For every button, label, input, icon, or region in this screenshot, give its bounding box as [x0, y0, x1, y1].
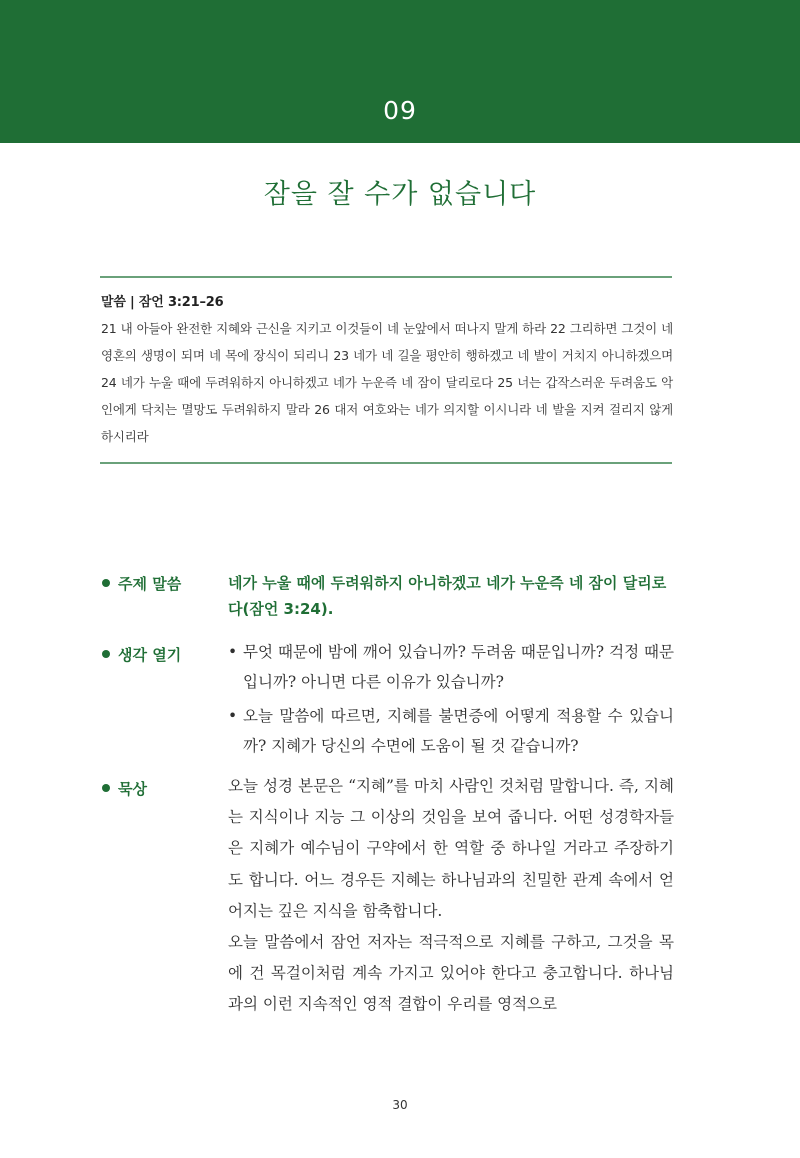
theme-label: 주제 말씀	[102, 573, 181, 594]
paragraph: 오늘 성경 본문은 “지혜”를 마치 사람인 것처럼 말합니다. 즉, 지혜는 지식이나 지능 그 이상의 것임을 보여 줍니다. 어떤 성경학자들은 지혜가 예수님이 구약에서 한 역할 중 하나일 거라고 주장하기도 합니다. 어느 경우든 지혜는 하나님과의 친밀한 관계 속에서 얻어지는 깊은 지식을 함축합니다.	[228, 777, 674, 920]
scripture-passage	[101, 292, 673, 450]
bullet-dot-icon	[102, 784, 110, 792]
bullet-dot-icon	[102, 579, 110, 587]
reflection-label: 생각 열기	[102, 644, 181, 665]
theme-verse: 네가 누울 때에 두려워하지 아니하겠고 네가 누운즉 네 잠이 달리로다(잠언 3:24).	[228, 574, 667, 618]
list-item: • 무엇 때문에 밤에 깨어 있습니까? 두려움 때문입니까? 걱정 때문입니까? 아니면 다른 이유가 있습니까?	[228, 643, 674, 691]
meditation-text	[228, 771, 674, 1021]
page-title: 잠을 잘 수가 없습니다	[263, 179, 537, 210]
list-item: • 오늘 말씀에 따르면, 지혜를 불면증에 어떻게 적용할 수 있습니까? 지혜가 당신의 수면에 도움이 될 것 같습니까?	[228, 707, 674, 755]
divider-bottom	[100, 462, 672, 464]
page-number: 30	[392, 1098, 408, 1112]
divider-top	[100, 276, 672, 278]
chapter-number: 09	[383, 96, 417, 125]
reflection-list	[228, 638, 674, 766]
scripture-text: 21 내 아들아 완전한 지혜와 근신을 지키고 이것들이 네 눈앞에서 떠나지 말게 하라 22 그리하면 그것이 네 영혼의 생명이 되며 네 목에 장식이 되리니 23 네가 네 길을 평안히 행하겠고 네 발이 거치지 아니하겠으며 24 네가 누울 때에 두려워하지 아니하겠고 네가 누운즉 네 잠이 달리로다 25 너는 갑작스러운 두려움도 악인에게 닥치는 멸망도 두려워하지 말라 26 대저 여호와는 네가 의지할 이시니라 네 발을 지켜 걸리지 않게 하시리라	[101, 321, 673, 444]
paragraph: 오늘 말씀에서 잠언 저자는 적극적으로 지혜를 구하고, 그것을 목에 건 목걸이처럼 계속 가지고 있어야 한다고 충고합니다. 하나님과의 이런 지속적인 영적 결합이 우리를 영적으로	[228, 933, 674, 1014]
bullet-dot-icon	[102, 650, 110, 658]
scripture-reference: 말씀 | 잠언 3:21–26	[101, 295, 224, 310]
meditation-label: 묵상	[102, 778, 147, 799]
